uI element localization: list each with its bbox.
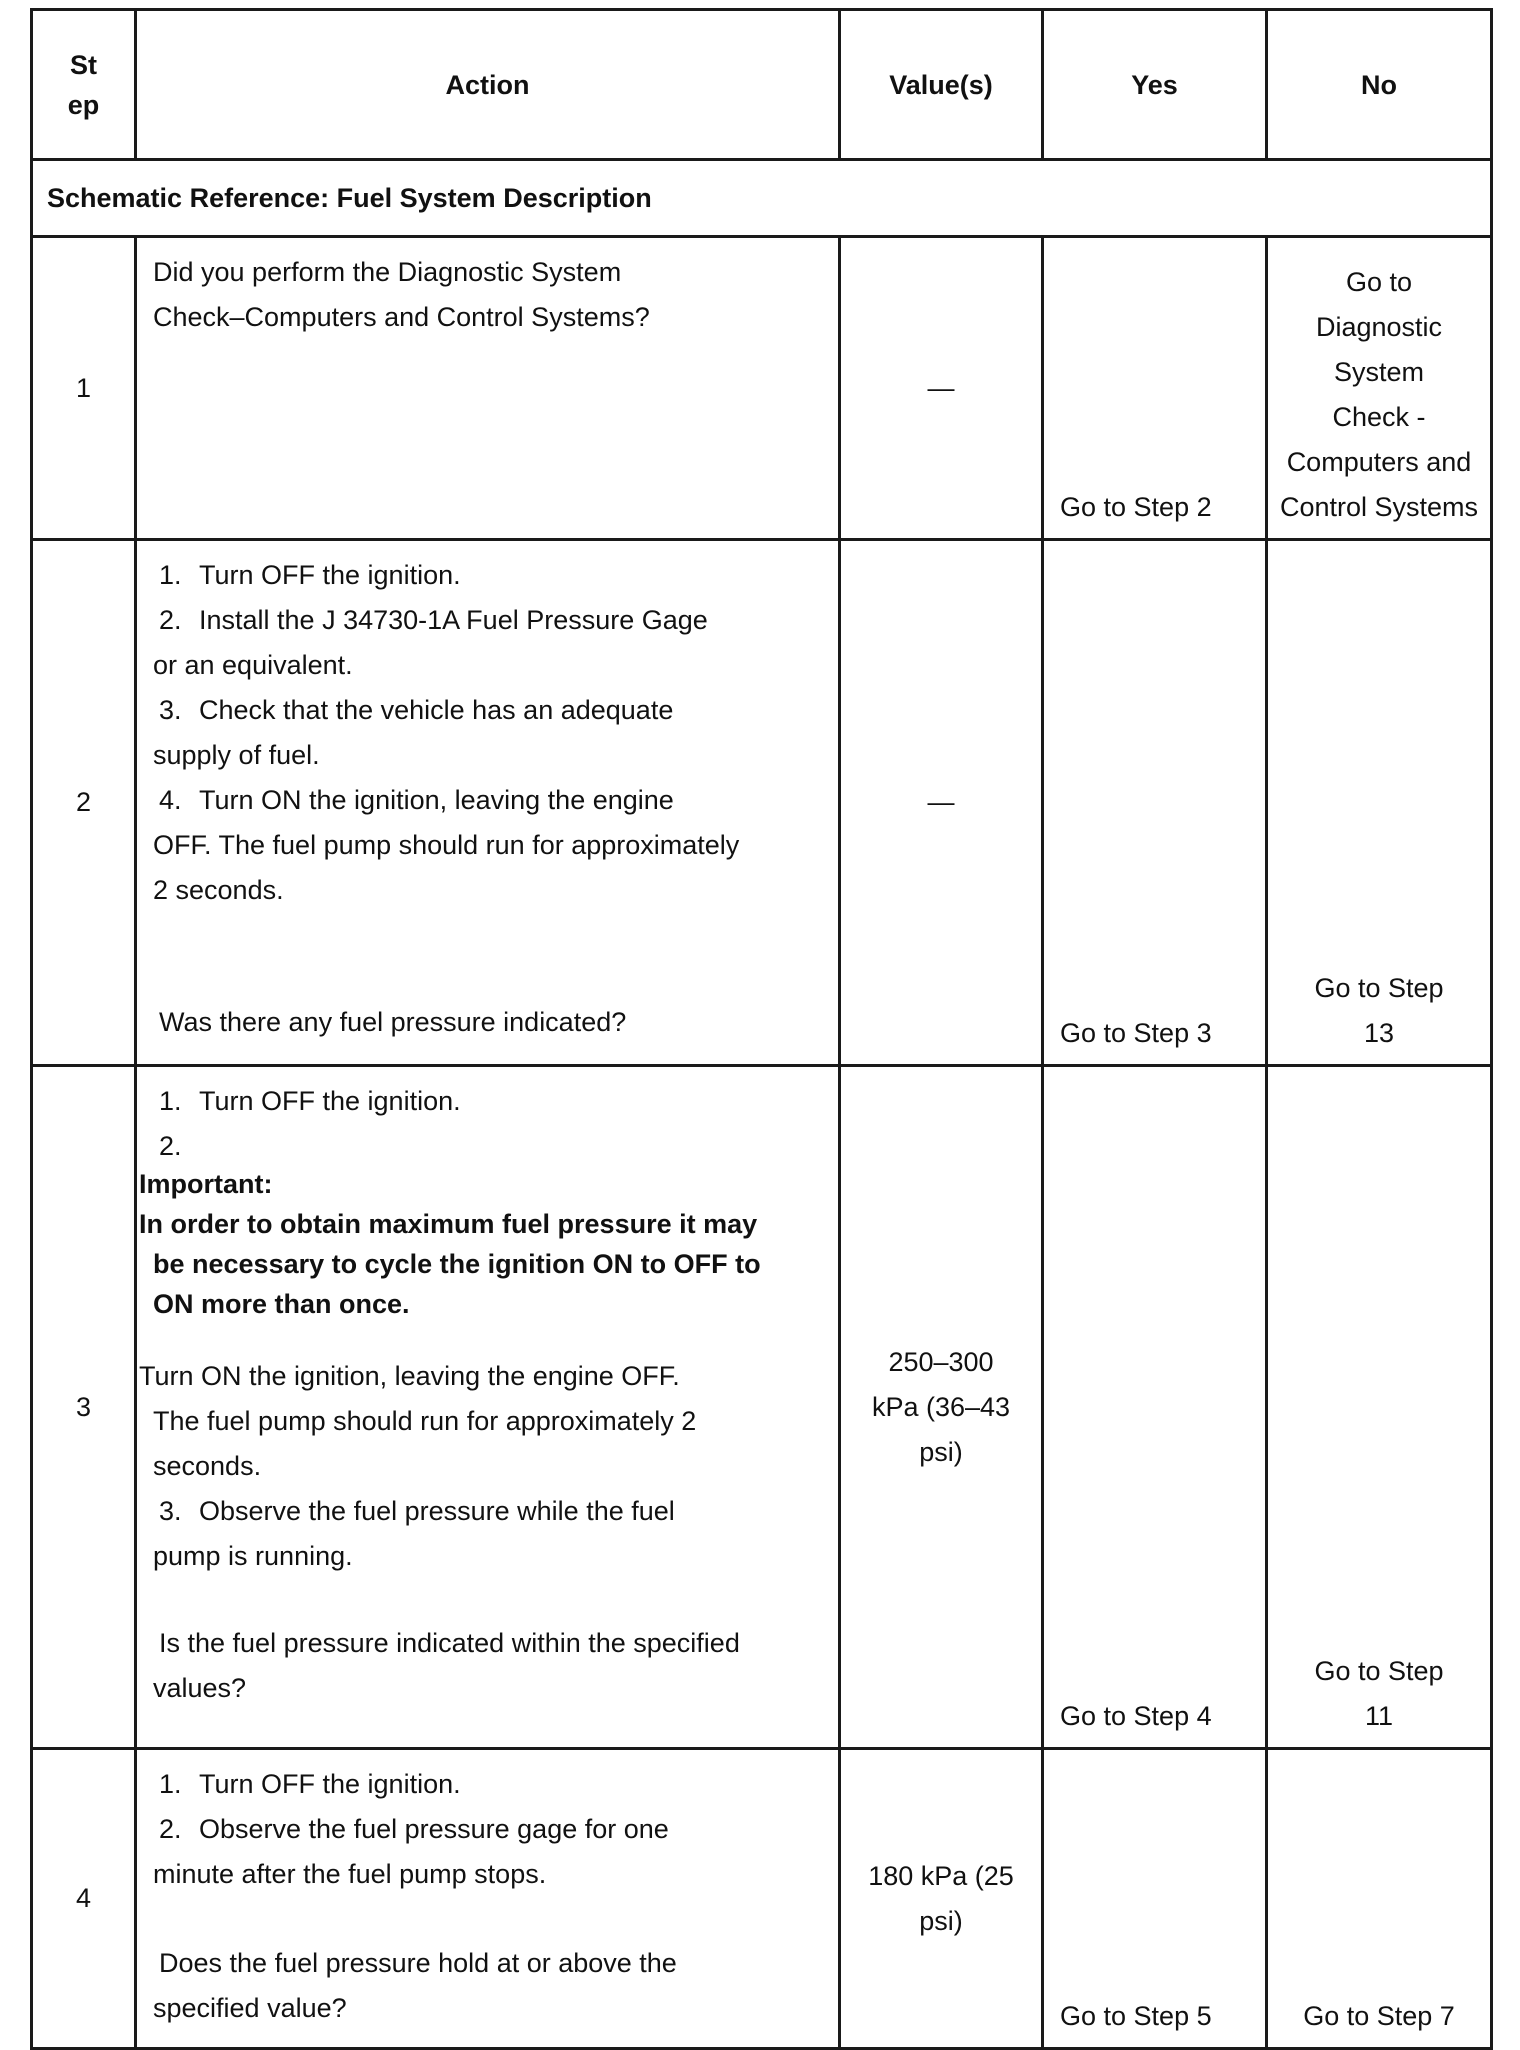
table-row: [32, 1066, 1492, 1749]
value-text: kPa (36–43: [871, 1391, 1011, 1422]
action-text: seconds.: [153, 1451, 262, 1481]
yes-header: Yes: [1043, 10, 1267, 160]
no-text: Go to: [1345, 267, 1413, 297]
action-step-text: Observe the fuel pressure while the fuel: [199, 1496, 675, 1526]
spacer: [153, 1897, 828, 1941]
value-text: psi): [919, 1905, 963, 1936]
action-text: OFF. The fuel pump should run for approximately: [153, 830, 740, 860]
action-text: [153, 1762, 828, 1807]
action-cell: [136, 1066, 840, 1749]
yes-cell: Go to Step 5: [1043, 1749, 1267, 2049]
action-header: Action: [136, 10, 840, 160]
action-text: The fuel pump should run for approximately 2: [153, 1406, 697, 1436]
table-row: [32, 540, 1492, 1066]
no-cell: [1267, 1066, 1492, 1749]
step-number: 1: [32, 237, 136, 540]
list-number: 2.: [159, 1131, 182, 1161]
no-text: Computers and: [1286, 447, 1472, 477]
yes-cell: Go to Step 3: [1043, 540, 1267, 1066]
no-text: Control Systems: [1279, 492, 1479, 522]
action-text: minute after the fuel pump stops.: [153, 1859, 547, 1889]
values-header: Value(s): [840, 10, 1043, 160]
value-cell: —: [840, 540, 1043, 1066]
action-step-text: Turn ON the ignition, leaving the engine: [199, 785, 674, 815]
action-text: Did you perform the Diagnostic System: [153, 257, 622, 287]
no-text: Go to Step: [1314, 1656, 1444, 1686]
step-header: [32, 10, 136, 160]
table-row: [32, 1749, 1492, 2049]
important-note: In order to obtain maximum fuel pressure it may: [139, 1209, 758, 1239]
list-number: 2.: [159, 605, 182, 635]
action-cell: [136, 540, 840, 1066]
action-text: [153, 1079, 828, 1124]
value-text: 180 kPa (25: [868, 1860, 1014, 1891]
action-text: pump is running.: [153, 1541, 353, 1571]
value-cell: [840, 1066, 1043, 1749]
yes-cell: Go to Step 4: [1043, 1066, 1267, 1749]
spacer: [153, 1324, 828, 1354]
no-text: 13: [1363, 1018, 1395, 1048]
action-question: values?: [153, 1673, 247, 1703]
action-text: supply of fuel.: [153, 740, 320, 770]
value-cell: —: [840, 237, 1043, 540]
action-step-text: Turn OFF the ignition.: [199, 1086, 461, 1116]
action-text: or an equivalent.: [153, 650, 353, 680]
action-text: [153, 1489, 828, 1534]
no-text: Diagnostic: [1315, 312, 1443, 342]
action-text: [153, 1124, 828, 1164]
step-header-text: St ep: [67, 49, 100, 120]
no-cell: [1267, 237, 1492, 540]
spacer: [153, 1579, 828, 1621]
value-text: psi): [919, 1436, 963, 1467]
action-question: specified value?: [153, 1993, 347, 2023]
list-number: 3.: [159, 1496, 182, 1526]
action-step-text: Turn OFF the ignition.: [199, 560, 461, 590]
step-number: 2: [32, 540, 136, 1066]
list-number: 1.: [159, 1769, 182, 1799]
list-number: 2.: [159, 1814, 182, 1844]
value-cell: [840, 1749, 1043, 2049]
action-step-text: Observe the fuel pressure gage for one: [199, 1814, 669, 1844]
step-number: 4: [32, 1749, 136, 2049]
action-step-text: Check that the vehicle has an adequate: [199, 695, 674, 725]
no-cell: Go to Step 7: [1267, 1749, 1492, 2049]
action-text: [153, 598, 828, 643]
list-number: 1.: [159, 1086, 182, 1116]
list-number: 1.: [159, 560, 182, 590]
action-question: Does the fuel pressure hold at or above the: [159, 1948, 677, 1978]
action-text: 2 seconds.: [153, 875, 284, 905]
action-text: [153, 778, 828, 823]
spacer: [153, 913, 828, 1000]
no-text: 11: [1364, 1701, 1394, 1731]
action-text: Turn ON the ignition, leaving the engine OFF.: [139, 1361, 680, 1391]
header-row: [32, 10, 1492, 160]
no-header: No: [1267, 10, 1492, 160]
action-text: [153, 553, 828, 598]
important-note: ON more than once.: [153, 1289, 410, 1319]
action-text: [153, 1807, 828, 1852]
schematic-reference: Schematic Reference: Fuel System Description: [32, 160, 1492, 237]
action-step-text: Turn OFF the ignition.: [199, 1769, 461, 1799]
action-cell: [136, 237, 840, 540]
important-note: be necessary to cycle the ignition ON to OFF to: [153, 1249, 761, 1279]
table-row: [32, 237, 1492, 540]
list-number: 3.: [159, 695, 182, 725]
yes-cell: Go to Step 2: [1043, 237, 1267, 540]
step-number: 3: [32, 1066, 136, 1749]
action-text: Check–Computers and Control Systems?: [153, 302, 650, 332]
action-text: [153, 688, 828, 733]
no-text: Go to Step: [1314, 973, 1444, 1003]
no-text: System: [1333, 357, 1425, 387]
no-text: Check -: [1332, 402, 1426, 432]
important-label: Important:: [139, 1169, 273, 1199]
diagnostic-table: [30, 8, 1493, 2050]
no-cell: [1267, 540, 1492, 1066]
value-text: 250–300: [888, 1346, 994, 1377]
action-step-text: Install the J 34730-1A Fuel Pressure Gage: [199, 605, 708, 635]
list-number: 4.: [159, 785, 182, 815]
action-question: Was there any fuel pressure indicated?: [159, 1007, 627, 1037]
action-question: Is the fuel pressure indicated within the specified: [159, 1628, 740, 1658]
reference-row: [32, 160, 1492, 237]
action-cell: [136, 1749, 840, 2049]
